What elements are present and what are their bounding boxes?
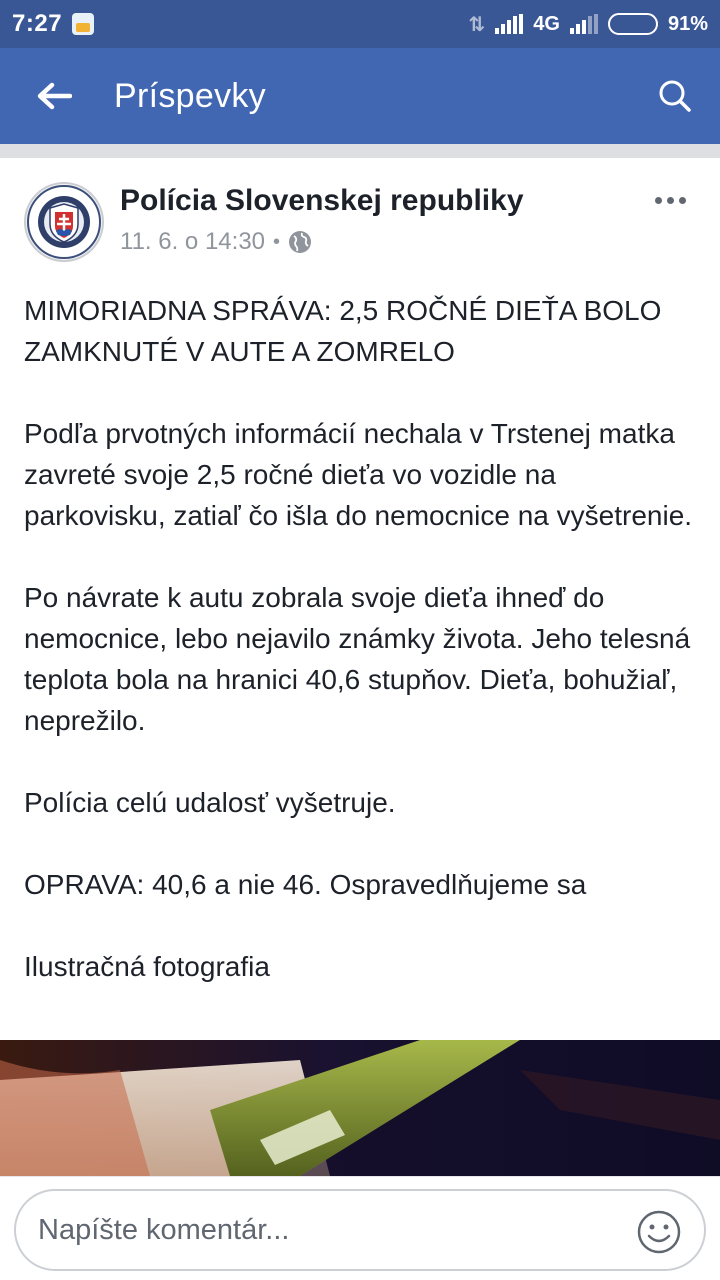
dot-icon — [655, 197, 662, 204]
battery-icon — [608, 13, 658, 35]
emoji-smile-icon[interactable] — [636, 1209, 682, 1255]
post-paragraph: Polícia celú udalosť vyšetruje. — [24, 787, 396, 818]
post-photo[interactable] — [0, 1040, 720, 1176]
status-bar — [0, 0, 720, 48]
search-icon — [658, 79, 692, 113]
post-paragraph: Po návrate k autu zobrala svoje dieťa ihneď do nemocnice, lebo nejavilo známky života. Jeho telesná teplota bola na hranici 40,6 stupňov. Dieťa, bohužiaľ, neprežilo. — [24, 582, 691, 736]
post — [0, 158, 720, 987]
police-badge-logo — [26, 184, 102, 260]
post-meta — [120, 228, 312, 256]
post-author[interactable]: Polícia Slovenskej republiky — [120, 184, 524, 217]
back-button[interactable] — [14, 48, 94, 144]
feed-divider — [0, 144, 720, 158]
signal-strength-icon — [495, 14, 523, 34]
battery-percent: 91% — [667, 12, 708, 35]
comment-input[interactable] — [14, 1189, 706, 1271]
police-tape-photo — [0, 1040, 720, 1176]
post-paragraph: Ilustračná fotografia — [24, 951, 270, 982]
notification-app-icon — [72, 13, 94, 35]
avatar[interactable] — [24, 182, 104, 262]
app-header — [0, 48, 720, 144]
comment-bar — [0, 1176, 720, 1280]
post-paragraph: OPRAVA: 40,6 a nie 46. Ospravedlňujeme sa — [24, 869, 587, 900]
network-type: 4G — [533, 12, 560, 35]
post-header — [0, 158, 720, 270]
data-transfer-icon: ⇅ — [468, 13, 486, 36]
post-body — [0, 270, 720, 987]
post-paragraph: Podľa prvotných informácií nechala v Trstenej matka zavreté svoje 2,5 ročné dieťa vo vozidle na parkovisku, zatiaľ čo išla do nemocnice na vyšetrenie. — [24, 418, 693, 531]
globe-icon — [288, 230, 312, 254]
arrow-left-icon — [36, 81, 72, 111]
page-title: Príspevky — [114, 76, 266, 115]
dot-icon — [679, 197, 686, 204]
post-timestamp[interactable]: 11. 6. o 14:30 — [120, 228, 266, 255]
search-button[interactable] — [630, 48, 720, 144]
comment-placeholder: Napíšte komentár... — [38, 1213, 290, 1246]
meta-separator: • — [273, 230, 281, 253]
post-paragraph: MIMORIADNA SPRÁVA: 2,5 ROČNÉ DIEŤA BOLO ZAMKNUTÉ V AUTE A ZOMRELO — [24, 295, 662, 367]
signal-strength-secondary-icon — [570, 14, 598, 34]
status-time: 7:27 — [12, 10, 63, 37]
dot-icon — [667, 197, 674, 204]
status-indicators — [469, 12, 708, 37]
post-options-button[interactable] — [648, 180, 692, 220]
